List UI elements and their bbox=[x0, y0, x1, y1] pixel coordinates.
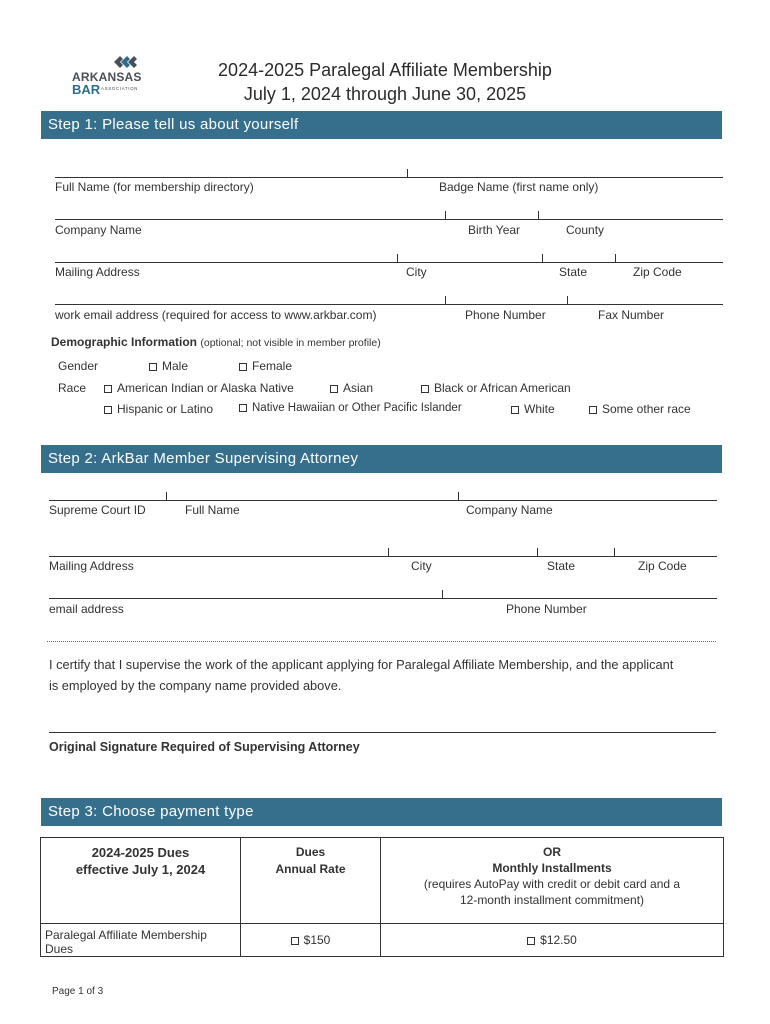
zip-label: Zip Code bbox=[633, 265, 682, 279]
attorney-phone-label: Phone Number bbox=[506, 602, 587, 616]
dues-header-line2: effective July 1, 2024 bbox=[75, 862, 206, 877]
checkbox-icon[interactable] bbox=[589, 406, 597, 414]
birth-year-label: Birth Year bbox=[468, 223, 521, 237]
divider bbox=[442, 590, 443, 598]
divider bbox=[542, 254, 543, 262]
race-label: Race bbox=[58, 381, 87, 395]
attorney-zip-label: Zip Code bbox=[638, 559, 687, 573]
divider bbox=[388, 548, 389, 556]
step2-heading: Step 2: ArkBar Member Supervising Attorney bbox=[41, 445, 722, 473]
race-option[interactable] bbox=[421, 381, 571, 395]
race-option-label: American Indian or Alaska Native bbox=[117, 381, 294, 395]
dues-header-cell bbox=[41, 838, 241, 924]
phone-label: Phone Number bbox=[465, 308, 546, 322]
annual-price: $150 bbox=[303, 933, 331, 947]
divider bbox=[537, 548, 538, 556]
monthly-header-line3: (requires AutoPay with credit or debit card and a bbox=[423, 877, 681, 891]
logo-line1: ARKANSAS bbox=[72, 70, 142, 84]
checkbox-icon[interactable] bbox=[104, 406, 112, 414]
demographic-title: Demographic Information bbox=[51, 335, 198, 349]
attorney-state-label: State bbox=[547, 559, 576, 573]
checkbox-icon[interactable] bbox=[421, 385, 429, 393]
county-label: County bbox=[566, 223, 605, 237]
checkbox-icon[interactable] bbox=[330, 385, 338, 393]
monthly-header-cell bbox=[381, 838, 724, 924]
divider bbox=[614, 548, 615, 556]
divider bbox=[397, 254, 398, 262]
payment-table bbox=[40, 837, 724, 957]
divider bbox=[538, 211, 539, 219]
race-option[interactable] bbox=[330, 381, 373, 395]
race-option-label: White bbox=[524, 402, 555, 416]
divider bbox=[445, 211, 446, 219]
mailing-label: Mailing Address bbox=[55, 265, 140, 279]
gender-option-label: Male bbox=[162, 359, 189, 373]
checkbox-icon[interactable] bbox=[239, 404, 247, 412]
row-label: Paralegal Affiliate Membership Dues bbox=[45, 928, 207, 956]
attorney-email-label: email address bbox=[49, 602, 124, 616]
email-label: work email address (required for access to www.arkbar.com) bbox=[55, 308, 377, 322]
race-option-label: Native Hawaiian or Other Pacific Islander bbox=[252, 402, 462, 414]
step3-heading: Step 3: Choose payment type bbox=[41, 798, 722, 826]
race-option[interactable] bbox=[104, 402, 213, 416]
gender-option-label: Female bbox=[252, 359, 293, 373]
mailing-line[interactable] bbox=[55, 262, 723, 263]
step1-heading: Step 1: Please tell us about yourself bbox=[41, 111, 722, 139]
checkbox-icon[interactable] bbox=[239, 363, 247, 371]
checkbox-icon[interactable] bbox=[149, 363, 157, 371]
logo-chevrons-icon bbox=[114, 55, 138, 69]
race-option-label: Hispanic or Latino bbox=[117, 402, 214, 416]
state-label: State bbox=[559, 265, 588, 279]
attorney-mailing-label: Mailing Address bbox=[49, 559, 134, 573]
attorney-mailing-line[interactable] bbox=[49, 556, 717, 557]
certify-line1: I certify that I supervise the work of the applicant applying for Paralegal Affiliate Membership, and the applicant bbox=[49, 657, 674, 672]
annual-header-line1: Dues bbox=[295, 845, 326, 859]
email-line[interactable] bbox=[55, 304, 723, 305]
form-title-line2: July 1, 2024 through June 30, 2025 bbox=[243, 84, 527, 104]
city-label: City bbox=[406, 265, 427, 279]
divider bbox=[166, 492, 167, 500]
divider bbox=[445, 296, 446, 304]
supreme-court-id-label: Supreme Court ID bbox=[49, 503, 146, 517]
dotted-divider bbox=[47, 641, 716, 642]
signature-label: Original Signature Required of Supervising Attorney bbox=[49, 740, 360, 754]
attorney-company-label: Company Name bbox=[466, 503, 553, 517]
checkbox-icon[interactable] bbox=[527, 937, 535, 945]
signature-line[interactable] bbox=[49, 732, 716, 733]
payment-header-row bbox=[41, 838, 724, 924]
race-option[interactable] bbox=[511, 402, 555, 416]
form-title-line1: 2024-2025 Paralegal Affiliate Membership bbox=[218, 60, 552, 80]
monthly-option[interactable] bbox=[381, 924, 724, 957]
payment-row bbox=[41, 924, 724, 957]
row-label-cell bbox=[41, 924, 241, 957]
annual-header-line2: Annual Rate bbox=[275, 862, 346, 876]
attorney-id-line[interactable] bbox=[49, 500, 717, 501]
page-number: Page 1 of 3 bbox=[52, 986, 104, 997]
certify-line2: is employed by the company name provided above. bbox=[49, 678, 342, 693]
divider bbox=[567, 296, 568, 304]
company-line[interactable] bbox=[55, 219, 723, 220]
attorney-email-line[interactable] bbox=[49, 598, 717, 599]
monthly-price: $12.50 bbox=[540, 933, 577, 947]
attorney-full-name-label: Full Name bbox=[185, 503, 240, 517]
race-option[interactable] bbox=[239, 402, 462, 414]
gender-option-female[interactable] bbox=[239, 359, 292, 373]
checkbox-icon[interactable] bbox=[104, 385, 112, 393]
demographic-note: (optional; not visible in member profile) bbox=[200, 337, 381, 349]
full-name-label: Full Name (for membership directory) bbox=[55, 180, 254, 194]
checkbox-icon[interactable] bbox=[511, 406, 519, 414]
divider bbox=[458, 492, 459, 500]
annual-header-cell bbox=[241, 838, 381, 924]
attorney-city-label: City bbox=[411, 559, 432, 573]
race-option[interactable] bbox=[589, 402, 691, 416]
annual-option[interactable] bbox=[241, 924, 381, 957]
checkbox-icon[interactable] bbox=[291, 937, 299, 945]
gender-label: Gender bbox=[58, 359, 99, 373]
full-name-line[interactable] bbox=[55, 177, 723, 178]
race-option-label: Some other race bbox=[602, 402, 691, 416]
race-option-label: Black or African American bbox=[434, 381, 571, 395]
logo-line3: ASSOCIATION bbox=[101, 86, 139, 91]
gender-option-male[interactable] bbox=[149, 359, 188, 373]
logo-line2: BAR bbox=[72, 82, 101, 97]
dues-header-line1: 2024-2025 Dues bbox=[91, 845, 190, 860]
monthly-header-line1: OR bbox=[543, 845, 561, 859]
badge-name-label: Badge Name (first name only) bbox=[439, 180, 599, 194]
company-label: Company Name bbox=[55, 223, 142, 237]
divider bbox=[407, 169, 408, 177]
race-option[interactable] bbox=[104, 381, 294, 395]
race-option-label: Asian bbox=[343, 381, 374, 395]
divider bbox=[615, 254, 616, 262]
demographic-heading bbox=[51, 335, 381, 349]
monthly-header-line2: Monthly Installments bbox=[492, 861, 612, 875]
monthly-header-line4: 12-month installment commitment) bbox=[459, 893, 645, 907]
fax-label: Fax Number bbox=[598, 308, 665, 322]
